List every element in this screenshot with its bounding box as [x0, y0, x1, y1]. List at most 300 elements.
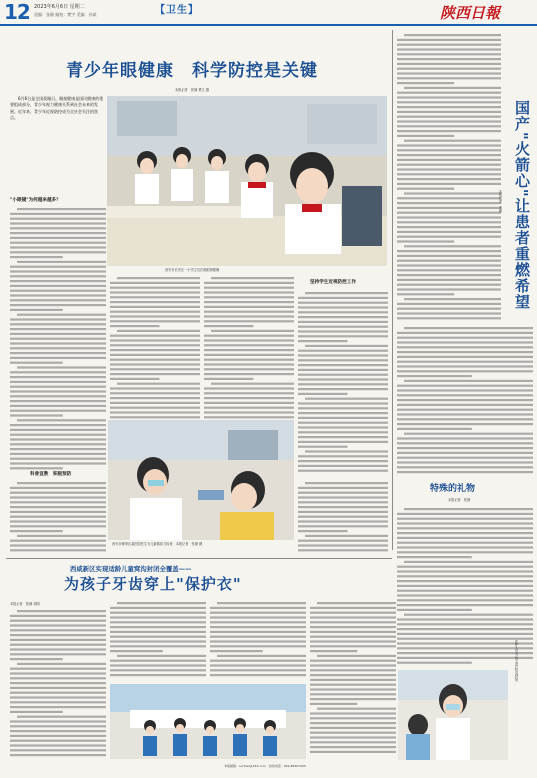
main-photo: [107, 96, 387, 266]
text-line: [10, 458, 106, 460]
subhead-2: 科普宣教 积极预防: [30, 472, 72, 477]
text-line: [404, 508, 533, 510]
text-line: [404, 614, 533, 616]
text-line: [298, 441, 388, 443]
text-line: [397, 618, 533, 620]
text-line: [298, 487, 388, 489]
text-line: [397, 250, 501, 252]
text-line: [397, 312, 501, 314]
text-line: [10, 376, 106, 378]
bottom-kicker: 西咸新区实现适龄儿童窝沟封闭全覆盖——: [70, 565, 192, 573]
eye-exam-photo: [108, 420, 294, 540]
text-line: [210, 669, 306, 671]
text-line: [17, 482, 106, 484]
body-column-6: [298, 480, 388, 555]
text-line: [10, 371, 106, 373]
text-line: [310, 636, 396, 638]
text-line: [298, 530, 348, 532]
text-line: [397, 53, 501, 55]
issue-date: 2023年6月6日 星期二: [34, 4, 85, 10]
text-line: [298, 350, 388, 352]
text-line: [305, 345, 388, 347]
text-line: [397, 418, 533, 420]
text-line: [397, 609, 472, 611]
text-line: [397, 623, 533, 625]
text-line: [298, 501, 388, 503]
text-line: [397, 106, 501, 108]
sealant-photo: [110, 684, 306, 759]
text-line: [397, 168, 501, 170]
text-line: [10, 530, 63, 532]
text-line: [310, 650, 357, 652]
text-line: [310, 693, 396, 695]
text-line: [397, 346, 533, 348]
text-line: [110, 416, 200, 418]
text-line: [110, 626, 206, 628]
text-line: [397, 101, 501, 103]
text-line: [10, 740, 106, 742]
text-line: [10, 701, 106, 703]
text-line: [404, 433, 533, 435]
text-line: [397, 513, 533, 515]
text-line: [117, 330, 200, 332]
text-line: [10, 501, 106, 503]
text-line: [397, 39, 501, 41]
text-line: [404, 192, 501, 194]
text-line: [10, 232, 106, 234]
text-line: [397, 361, 533, 363]
staff-line: 责编：张静 编校：樊宇 美编：孙斌: [34, 12, 97, 17]
text-line: [110, 349, 200, 351]
text-line: [10, 390, 106, 392]
text-line: [10, 668, 106, 670]
text-line: [298, 383, 388, 385]
svg-text:陕西日報: 陕西日報: [440, 4, 501, 22]
text-line: [397, 399, 533, 401]
text-line: [110, 311, 200, 313]
text-line: [17, 261, 106, 263]
text-line: [204, 416, 294, 418]
text-line: [10, 696, 106, 698]
text-line: [298, 302, 388, 304]
text-line: [397, 77, 501, 79]
text-line: [10, 448, 106, 450]
text-line: [397, 409, 533, 411]
text-line: [10, 386, 106, 388]
text-line: [110, 354, 200, 356]
text-line: [110, 392, 200, 394]
text-line: [10, 266, 106, 268]
text-line: [10, 242, 106, 244]
text-line: [397, 633, 533, 635]
text-line: [404, 327, 533, 329]
text-line: [298, 446, 348, 448]
text-line: [110, 397, 200, 399]
text-line: [204, 402, 294, 404]
text-line: [204, 373, 294, 375]
text-line: [397, 159, 501, 161]
text-line: [10, 711, 63, 713]
text-line: [17, 610, 106, 612]
text-line: [404, 34, 501, 36]
text-line: [397, 274, 501, 276]
text-line: [110, 368, 200, 370]
text-line: [310, 616, 396, 618]
text-line: [397, 82, 454, 84]
text-line: [204, 296, 294, 298]
text-line: [397, 551, 533, 553]
text-line: [211, 330, 294, 332]
text-line: [397, 173, 501, 175]
bottom-column-4: [310, 600, 396, 755]
text-line: [397, 556, 472, 558]
text-line: [397, 92, 501, 94]
newspaper-logo: [440, 0, 532, 24]
text-line: [397, 154, 501, 156]
text-line: [397, 662, 472, 664]
text-line: [397, 628, 533, 630]
right-lower-headline: 特殊的礼物: [430, 484, 476, 494]
dentist-photo: [398, 670, 508, 760]
bottom-column-3: [210, 600, 306, 680]
text-line: [10, 496, 106, 498]
text-line: [397, 570, 533, 572]
text-line: [204, 407, 294, 409]
text-line: [110, 378, 160, 380]
text-line: [397, 125, 501, 127]
text-line: [397, 471, 533, 473]
text-line: [10, 462, 106, 464]
text-lines: [210, 600, 306, 680]
text-line: [305, 535, 388, 537]
text-line: [397, 144, 501, 146]
body-column-5: [10, 480, 106, 555]
text-line: [10, 237, 106, 239]
text-line: [310, 732, 396, 734]
text-line: [10, 395, 106, 397]
text-line: [10, 294, 106, 296]
bottom-column-1: [10, 608, 106, 758]
text-line: [10, 270, 106, 272]
text-line: [298, 544, 388, 546]
text-line: [397, 599, 533, 601]
text-line: [317, 655, 396, 657]
text-lines: [298, 480, 388, 555]
text-line: [397, 58, 501, 60]
text-line: [397, 457, 533, 459]
text-line: [204, 344, 294, 346]
text-line: [310, 741, 396, 743]
text-line: [10, 410, 106, 412]
text-line: [10, 629, 106, 631]
text-line: [204, 387, 294, 389]
text-line: [210, 660, 306, 662]
text-line: [397, 96, 501, 98]
text-line: [110, 664, 206, 666]
text-line: [117, 602, 206, 604]
text-line: [110, 287, 200, 289]
text-line: [397, 284, 501, 286]
text-line: [298, 412, 388, 414]
text-line: [310, 631, 396, 633]
text-line: [204, 325, 254, 327]
text-line: [10, 357, 106, 359]
text-line: [397, 389, 533, 391]
text-line: [310, 612, 396, 614]
text-line: [17, 366, 106, 368]
text-line: [10, 405, 106, 407]
text-line: [298, 436, 388, 438]
text-line: [10, 720, 106, 722]
text-line: [117, 383, 200, 385]
text-line: [110, 335, 200, 337]
text-line: [310, 607, 396, 609]
text-line: [204, 392, 294, 394]
text-line: [110, 291, 200, 293]
text-line: [310, 664, 396, 666]
text-line: [397, 527, 533, 529]
text-line: [397, 135, 454, 137]
text-line: [210, 621, 306, 623]
text-line: [10, 222, 106, 224]
text-line: [10, 672, 106, 674]
text-line: [110, 339, 200, 341]
text-line: [10, 516, 106, 518]
text-line: [397, 437, 533, 439]
text-line: [10, 634, 106, 636]
text-line: [298, 354, 388, 356]
text-line: [204, 311, 294, 313]
text-line: [10, 429, 106, 431]
subhead-3: 坚持学生近视防控工作: [310, 280, 356, 285]
right-lower-byline: 本报记者 张静: [448, 498, 471, 502]
text-line: [10, 506, 106, 508]
text-line: [397, 63, 501, 65]
text-line: [10, 525, 106, 527]
text-line: [10, 492, 106, 494]
text-line: [10, 730, 106, 732]
text-line: [397, 236, 501, 238]
text-line: [310, 669, 396, 671]
text-line: [310, 717, 396, 719]
text-line: [110, 315, 200, 317]
text-line: [397, 532, 533, 534]
text-line: [310, 736, 396, 738]
main-byline: 本报记者 张静 樊文 摄: [175, 88, 209, 92]
text-line: [397, 288, 501, 290]
text-line: [397, 240, 454, 242]
text-line: [397, 428, 472, 430]
main-photo-caption: 西安市长安区一小学生们在做眼保健操: [165, 268, 220, 272]
text-line: [397, 221, 501, 223]
text-line: [397, 452, 533, 454]
text-line: [210, 607, 306, 609]
text-line: [310, 640, 396, 642]
text-line: [210, 645, 306, 647]
text-line: [298, 393, 348, 395]
text-line: [310, 679, 396, 681]
text-line: [10, 438, 106, 440]
text-line: [110, 363, 200, 365]
text-line: [10, 467, 63, 469]
text-line: [10, 280, 106, 282]
text-line: [10, 487, 106, 489]
text-line: [404, 87, 501, 89]
text-line: [17, 314, 106, 316]
text-line: [397, 447, 533, 449]
text-line: [110, 301, 200, 303]
text-line: [397, 207, 501, 209]
text-line: [110, 359, 200, 361]
text-line: [110, 636, 206, 638]
body-column-4: [298, 290, 388, 475]
text-line: [204, 287, 294, 289]
text-line: [298, 549, 388, 551]
right-article-headline: 国产"火箭心"让患者重燃希望: [513, 100, 531, 310]
text-line: [211, 277, 294, 279]
text-line: [397, 308, 501, 310]
text-line: [298, 426, 388, 428]
text-line: [404, 561, 533, 563]
text-line: [397, 370, 533, 372]
text-line: [10, 624, 106, 626]
text-line: [397, 332, 533, 334]
text-line: [10, 434, 106, 436]
text-line: [404, 245, 501, 247]
text-line: [397, 197, 501, 199]
text-line: [10, 648, 106, 650]
text-line: [110, 325, 160, 327]
text-line: [10, 414, 63, 416]
text-line: [117, 277, 200, 279]
text-line: [117, 655, 206, 657]
text-line: [110, 320, 200, 322]
text-line: [10, 520, 106, 522]
text-line: [10, 285, 106, 287]
text-line: [298, 422, 388, 424]
text-line: [10, 706, 106, 708]
text-line: [397, 585, 533, 587]
text-line: [10, 549, 106, 551]
text-line: [310, 703, 357, 705]
text-line: [110, 660, 206, 662]
text-line: [298, 516, 388, 518]
text-line: [397, 423, 533, 425]
text-line: [298, 359, 388, 361]
text-line: [10, 424, 106, 426]
text-line: [110, 640, 206, 642]
text-line: [397, 522, 533, 524]
text-line: [211, 383, 294, 385]
text-line: [310, 674, 396, 676]
text-line: [397, 365, 533, 367]
text-line: [397, 341, 533, 343]
text-line: [298, 340, 348, 342]
text-line: [10, 644, 106, 646]
text-line: [17, 208, 106, 210]
text-line: [404, 140, 501, 142]
text-line: [110, 621, 206, 623]
text-line: [110, 674, 206, 676]
text-line: [397, 130, 501, 132]
text-lines: [10, 608, 106, 758]
text-line: [10, 443, 106, 445]
text-line: [397, 48, 501, 50]
text-line: [305, 398, 388, 400]
text-line: [397, 542, 533, 544]
text-line: [204, 301, 294, 303]
text-lines: [298, 290, 388, 475]
text-line: [397, 264, 501, 266]
text-line: [204, 282, 294, 284]
text-line: [204, 359, 294, 361]
text-line: [10, 333, 106, 335]
text-line: [17, 419, 106, 421]
text-line: [10, 352, 106, 354]
text-line: [305, 292, 388, 294]
text-line: [397, 351, 533, 353]
text-line: [10, 347, 106, 349]
text-line: [10, 749, 106, 751]
text-line: [10, 725, 106, 727]
text-line: [397, 404, 533, 406]
text-line: [10, 213, 106, 215]
text-line: [305, 482, 388, 484]
text-lines: [110, 600, 206, 680]
text-line: [310, 688, 396, 690]
text-line: [397, 293, 454, 295]
text-line: [110, 373, 200, 375]
text-lines: [10, 206, 106, 472]
text-line: [397, 183, 501, 185]
text-line: [397, 337, 533, 339]
text-line: [10, 544, 106, 546]
text-line: [397, 580, 533, 582]
text-line: [397, 518, 533, 520]
text-line: [10, 677, 106, 679]
text-line: [204, 339, 294, 341]
text-line: [397, 255, 501, 257]
text-line: [10, 620, 106, 622]
text-line: [397, 44, 501, 46]
text-line: [210, 650, 263, 652]
text-line: [204, 368, 294, 370]
text-line: [298, 465, 388, 467]
text-line: [397, 317, 501, 319]
text-line: [298, 492, 388, 494]
text-line: [10, 540, 106, 542]
text-line: [298, 520, 388, 522]
text-line: [10, 687, 106, 689]
text-line: [110, 616, 206, 618]
text-line: [317, 602, 396, 604]
text-line: [10, 246, 106, 248]
text-line: [10, 511, 106, 513]
body-column-1: [10, 206, 106, 472]
text-line: [310, 722, 396, 724]
text-line: [397, 212, 501, 214]
text-line: [204, 349, 294, 351]
text-line: [217, 602, 306, 604]
text-line: [204, 363, 294, 365]
text-line: [110, 306, 200, 308]
text-line: [10, 682, 106, 684]
text-line: [298, 374, 388, 376]
text-line: [10, 251, 106, 253]
text-line: [397, 303, 501, 305]
text-line: [110, 296, 200, 298]
text-line: [204, 306, 294, 308]
